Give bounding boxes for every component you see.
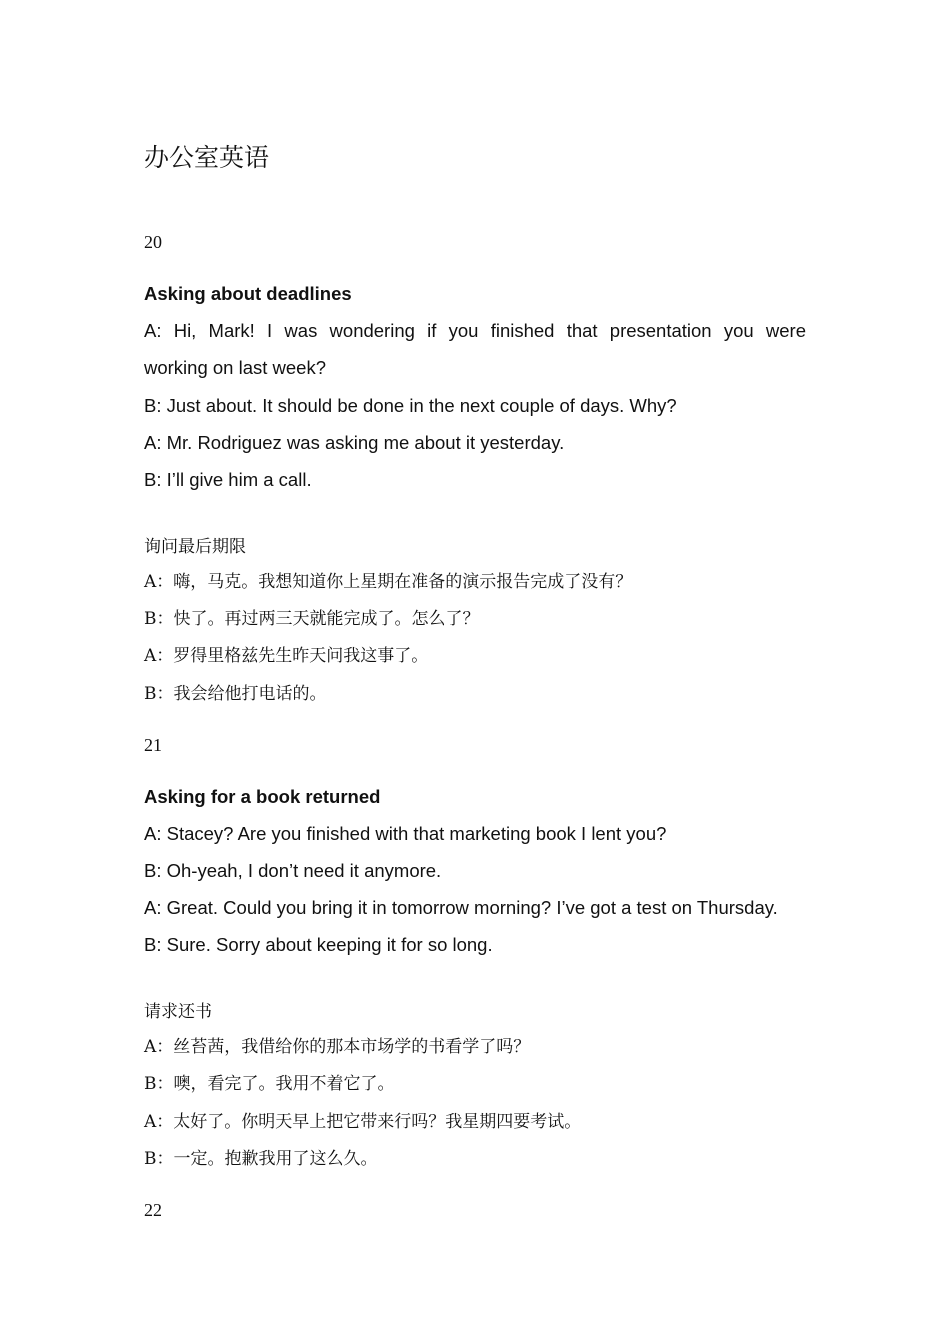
dialogue-line-en: A: Mr. Rodriguez was asking me about it yesterday. [144, 432, 565, 453]
dialogue-line-en: A: Great. Could you bring it in tomorrow morning? I’ve got a test on Thursday. [144, 897, 778, 918]
dialogue-line-en: A: Stacey? Are you finished with that marketing book I lent you? [144, 823, 667, 844]
section-number: 21 [144, 735, 162, 755]
dialogue-line-zh: A：罗得里格兹先生昨天问我这事了。 [144, 646, 429, 666]
dialogue-line-en: B: Just about. It should be done in the next couple of days. Why? [144, 395, 677, 416]
dialogue-line-zh: B：快了。再过两三天就能完成了。怎么了？ [144, 609, 480, 629]
section-heading: Asking for a book returned [144, 786, 381, 807]
dialogue-line-en: working on last week? [144, 357, 327, 378]
dialogue-line-zh: B：一定。抱歉我用了这么久。 [144, 1149, 378, 1169]
chinese-title: 询问最后期限 [144, 537, 246, 557]
section-heading: Asking about deadlines [144, 283, 352, 304]
dialogue-line-zh: A：嗨，马克。我想知道你上星期在准备的演示报告完成了没有？ [144, 572, 633, 592]
dialogue-line-zh: B：我会给他打电话的。 [144, 684, 327, 704]
chinese-title: 请求还书 [144, 1002, 212, 1022]
dialogue-line-en: B: Oh-yeah, I don’t need it anymore. [144, 860, 442, 881]
section-number: 20 [144, 232, 162, 252]
dialogue-line-en: A: Hi, Mark! I was wondering if you finished that presentation you were [144, 320, 806, 341]
dialogue-line-zh: B：噢，看完了。我用不着它了。 [144, 1074, 395, 1094]
dialogue-line-en: B: I’ll give him a call. [144, 469, 312, 490]
dialogue-line-en: B: Sure. Sorry about keeping it for so long. [144, 934, 493, 955]
dialogue-line-zh: A：丝苔茜，我借给你的那本市场学的书看学了吗？ [144, 1037, 531, 1057]
dialogue-line-zh: A：太好了。你明天早上把它带来行吗？我星期四要考试。 [144, 1112, 582, 1132]
section-number: 22 [144, 1200, 162, 1220]
page-title: 办公室英语 [144, 143, 270, 172]
